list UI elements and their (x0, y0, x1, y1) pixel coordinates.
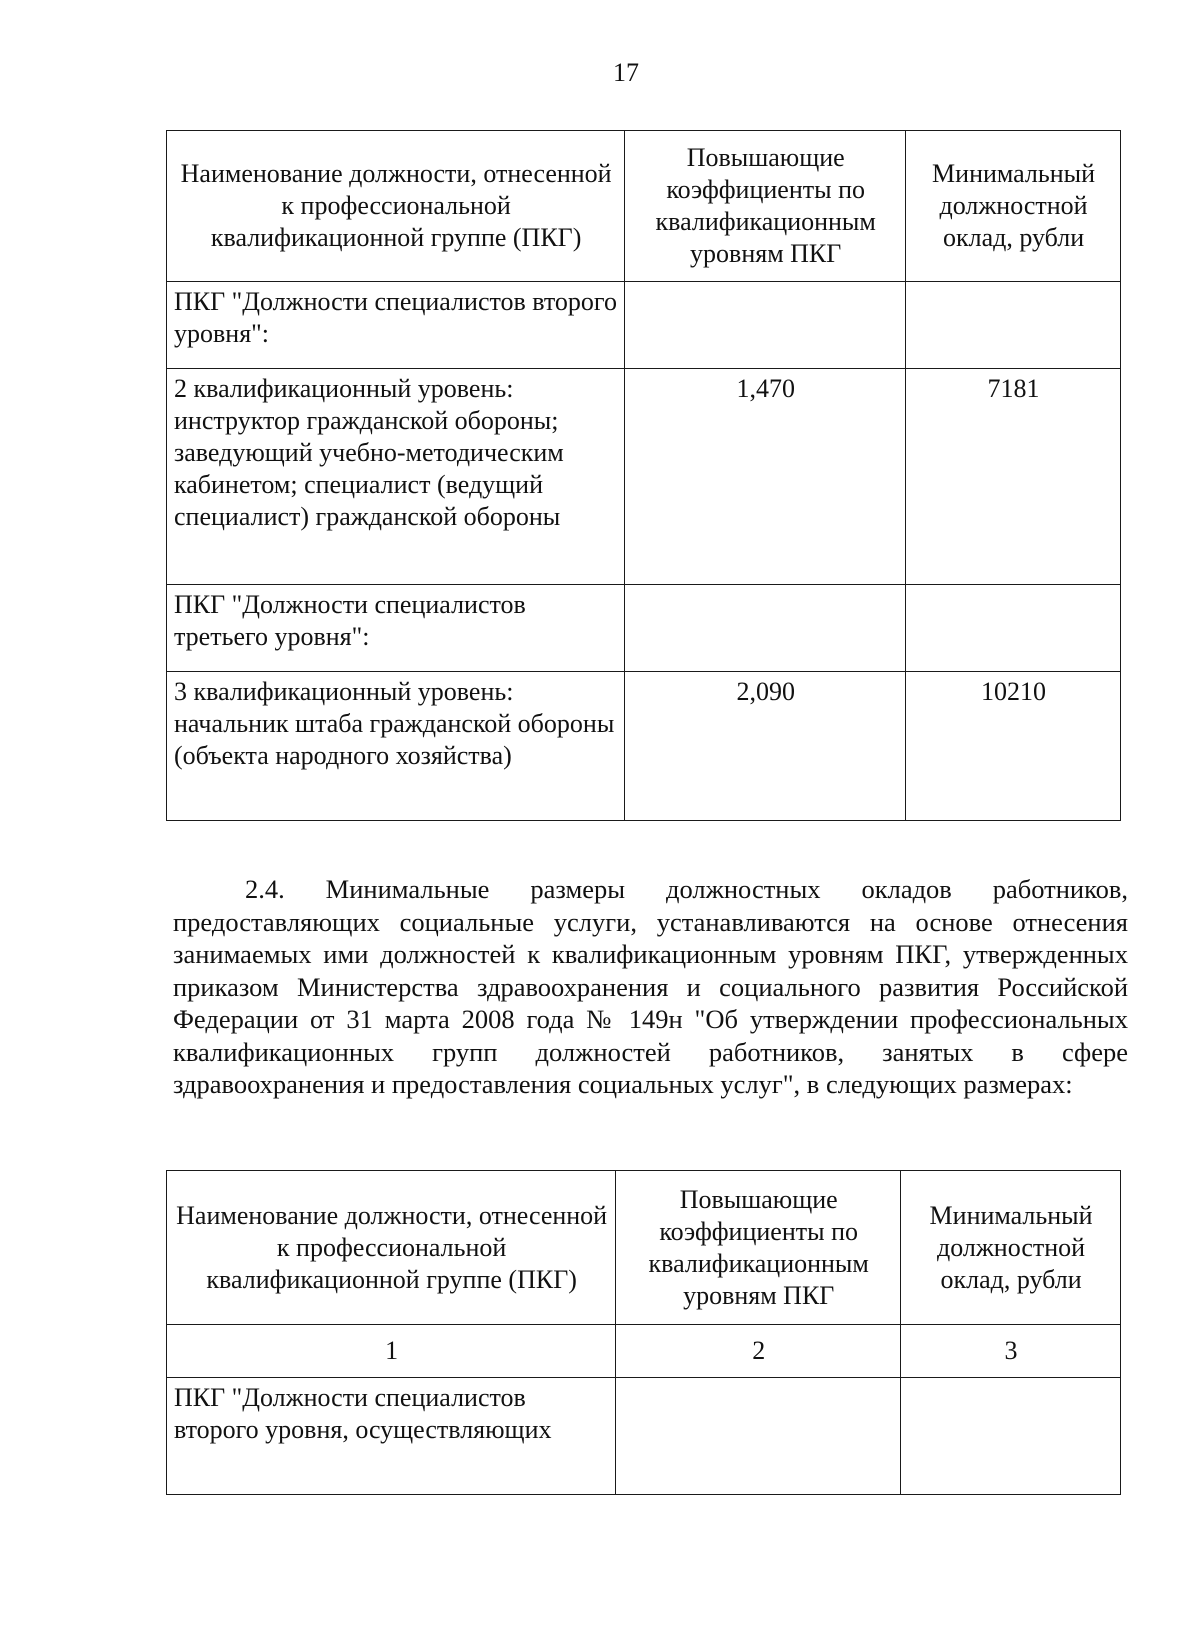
position-name-cell: 3 квалификационный уровень: начальник штаба гражданской обороны (объекта народного хозяйства) (167, 672, 625, 821)
position-name-cell: 2 квалификационный уровень: инструктор гражданской обороны; заведующий учебно-методическим кабинетом; специалист (ведущий специалист) гражданской обороны (167, 369, 625, 585)
salary-cell (906, 585, 1121, 672)
salary-cell: 10210 (906, 672, 1121, 821)
table-row (167, 585, 1121, 672)
column-index-cell: 3 (901, 1325, 1121, 1378)
header-coefficients: Повышающие коэффициенты по квалификационным уровням ПКГ (625, 131, 906, 282)
coefficient-cell (616, 1378, 901, 1495)
coefficient-cell: 1,470 (625, 369, 906, 585)
salary-table-civil-defense (166, 130, 1121, 821)
position-name-cell: ПКГ "Должности специалистов второго уровня": (167, 282, 625, 369)
section-2-4-paragraph: 2.4. Минимальные размеры должностных окладов работников, предоставляющих социальные услуги, устанавливаются на основе отнесения занимаемых ими должностей к квалификационным уровням ПКГ, утвержденных приказом Министерства здравоохранения и социального развития Российской Федерации от 31 марта 2008 года № 149н "Об утверждении профессиональных квалификационных групп должностей работников, занятых в сфере здравоохранения и предоставления социальных услуг", в следующих размерах: (173, 874, 1128, 1099)
salary-cell (901, 1378, 1121, 1495)
coefficient-cell (625, 282, 906, 369)
header-coefficients: Повышающие коэффициенты по квалификационным уровням ПКГ (616, 1171, 901, 1325)
coefficient-cell: 2,090 (625, 672, 906, 821)
table-row (167, 672, 1121, 821)
header-min-salary: Минимальный должностной оклад, рубли (906, 131, 1121, 282)
coefficient-cell (625, 585, 906, 672)
table-row (167, 369, 1121, 585)
salary-table-social-services (166, 1170, 1121, 1495)
header-min-salary: Минимальный должностной оклад, рубли (901, 1171, 1121, 1325)
header-position-name: Наименование должности, отнесенной к профессиональной квалификационной группе (ПКГ) (167, 131, 625, 282)
salary-cell: 7181 (906, 369, 1121, 585)
table-row (167, 1378, 1121, 1495)
position-name-cell: ПКГ "Должности специалистов второго уровня, осуществляющих (167, 1378, 616, 1495)
header-position-name: Наименование должности, отнесенной к профессиональной квалификационной группе (ПКГ) (167, 1171, 616, 1325)
position-name-cell: ПКГ "Должности специалистов третьего уровня": (167, 585, 625, 672)
table-row (167, 282, 1121, 369)
column-index-row (167, 1325, 1121, 1378)
column-index-cell: 1 (167, 1325, 616, 1378)
table-header-row (167, 131, 1121, 282)
table-header-row (167, 1171, 1121, 1325)
salary-cell (906, 282, 1121, 369)
column-index-cell: 2 (616, 1325, 901, 1378)
page-number: 17 (613, 58, 639, 87)
